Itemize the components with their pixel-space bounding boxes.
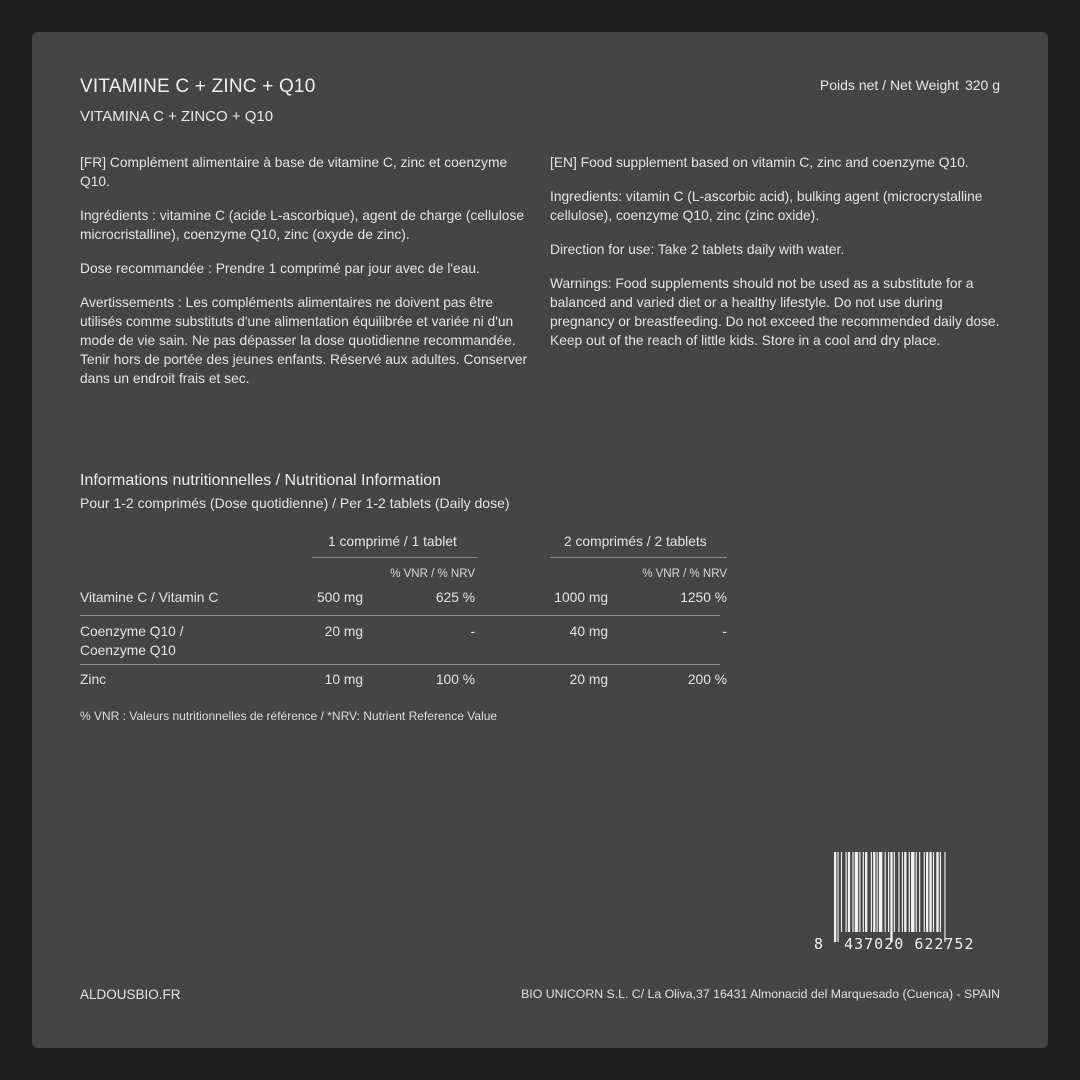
barcode-bar <box>879 852 882 932</box>
barcode-bar <box>888 852 889 932</box>
barcode-bar <box>909 852 910 932</box>
website: ALDOUSBIO.FR <box>80 987 181 1002</box>
fr-warnings: Avertissements : Les compléments alimentaires ne doivent pas être utilisés comme substituts d'une alimentation équilibrée et variée ni d'un mode de vie sain. Ne pas dépasser la dose quotidienne recommandée. Tenir hors de portée des jeunes enfants. Réservé aux adultes. Conserver dans un endroit frais et sec. <box>80 295 528 386</box>
barcode-bar <box>898 852 899 932</box>
product-subtitle: VITAMINA C + ZINCO + Q10 <box>80 108 274 125</box>
barcode-bar <box>894 852 895 932</box>
barcode-bar <box>834 852 836 942</box>
barcode-bar <box>848 852 850 932</box>
barcode-bar <box>852 852 853 932</box>
amount-1: 10 mg <box>324 672 363 687</box>
col1-header-rule <box>312 557 477 558</box>
nutrient-name: Vitamine C / Vitamin C <box>80 590 219 605</box>
amount-2: 20 mg <box>569 672 608 687</box>
pct-2: 1250 % <box>680 590 727 605</box>
barcode-bar <box>933 852 934 932</box>
nutrition-title: Informations nutritionnelles / Nutritional Information <box>80 472 442 489</box>
pct-1: 625 % <box>435 590 475 605</box>
amount-2: 1000 mg <box>554 590 608 605</box>
barcode-bar <box>877 852 878 932</box>
barcode-bar <box>926 852 928 932</box>
barcode-bar <box>924 852 925 932</box>
barcode-bar <box>919 852 920 932</box>
nutrient-name: Zinc <box>80 672 107 687</box>
barcode-bar <box>902 852 903 932</box>
barcode-bar <box>859 852 860 932</box>
barcode-bar <box>846 852 847 932</box>
nutrient-name-cont: Coenzyme Q10 <box>80 643 176 658</box>
barcode-bar <box>911 852 914 932</box>
barcode-bar <box>885 852 886 932</box>
amount-1: 20 mg <box>324 624 363 639</box>
barcode-digits-left: 437020 <box>844 935 905 953</box>
pct-1: - <box>470 624 475 639</box>
barcode-digits-right: 622752 <box>914 935 975 953</box>
col2-header-rule <box>550 557 727 558</box>
en-warnings: Warnings: Food supplements should not be used as a substitute for a balanced and varied diet or a healthy lifestyle. Do not use during pregnancy or breastfeeding. Do not exceed the recommended daily dose. Keep out of the reach of little kids. Store in a cool and dry place. <box>550 276 1000 348</box>
fr-description: [FR] Complément alimentaire à base de vitamine C, zinc et coenzyme Q10. <box>80 155 508 189</box>
product-title: VITAMINE C + ZINC + Q10 <box>80 76 316 97</box>
col1-header: 1 comprimé / 1 tablet <box>328 534 457 549</box>
french-text-column <box>80 153 532 403</box>
amount-1: 500 mg <box>316 590 363 605</box>
pct-1: 100 % <box>435 672 475 687</box>
barcode-bar <box>855 852 858 932</box>
barcode-bar <box>916 852 917 932</box>
en-description: [EN] Food supplement based on vitamin C, zinc and coenzyme Q10. <box>550 155 969 170</box>
barcode-bar <box>873 852 875 932</box>
barcode-bar <box>890 852 892 942</box>
net-weight-value: 320 g <box>964 77 1000 93</box>
en-ingredients: Ingredients: vitamin C (L-ascorbic acid), bulking agent (microcrystalline cellulose), coenzyme Q10, zinc (zinc oxide). <box>550 189 983 223</box>
barcode-bar <box>863 852 864 932</box>
barcode-bar <box>936 852 938 932</box>
barcode-bar <box>871 852 872 932</box>
barcode-bar <box>837 852 838 942</box>
net-weight <box>820 77 1000 93</box>
nrv-header-2: % VNR / % NRV <box>642 568 727 580</box>
barcode-bar <box>865 852 867 932</box>
nutrition-table <box>80 532 730 692</box>
barcode-digits <box>814 935 975 953</box>
nrv-footnote: % VNR : Valeurs nutritionnelles de référence / *NRV: Nutrient Reference Value <box>80 709 498 723</box>
nutrient-name: Coenzyme Q10 / <box>80 624 184 639</box>
row-divider <box>80 615 720 616</box>
col2-header: 2 comprimés / 2 tablets <box>564 534 707 549</box>
barcode-digit-first: 8 <box>814 935 825 953</box>
product-label <box>32 32 1048 1048</box>
company-address: BIO UNICORN S.L. C/ La Oliva,37 16431 Almonacid del Marquesado (Cuenca) - SPAIN <box>521 987 1000 1001</box>
nutrition-subtitle: Pour 1-2 comprimés (Dose quotidienne) / Per 1-2 tablets (Daily dose) <box>80 495 510 511</box>
amount-2: 40 mg <box>569 624 608 639</box>
english-text-column <box>550 153 1002 365</box>
barcode-bar <box>940 852 941 932</box>
net-weight-label: Poids net / Net Weight <box>819 77 959 93</box>
barcode <box>834 852 1000 942</box>
barcode-bar <box>944 852 945 942</box>
fr-ingredients: Ingrédients : vitamine C (acide L-ascorbique), agent de charge (cellulose microcristalline), coenzyme Q10, zinc (oxyde de zinc). <box>80 208 525 242</box>
barcode-bar <box>904 852 906 932</box>
pct-2: - <box>722 624 727 639</box>
pct-2: 200 % <box>687 672 727 687</box>
barcode-bar <box>929 852 931 932</box>
en-dose: Direction for use: Take 2 tablets daily with water. <box>550 242 845 257</box>
fr-dose: Dose recommandée : Prendre 1 comprimé par jour avec de l'eau. <box>80 261 480 276</box>
nrv-header-1: % VNR / % NRV <box>390 568 475 580</box>
row-divider <box>80 664 720 665</box>
barcode-bar <box>841 852 842 932</box>
